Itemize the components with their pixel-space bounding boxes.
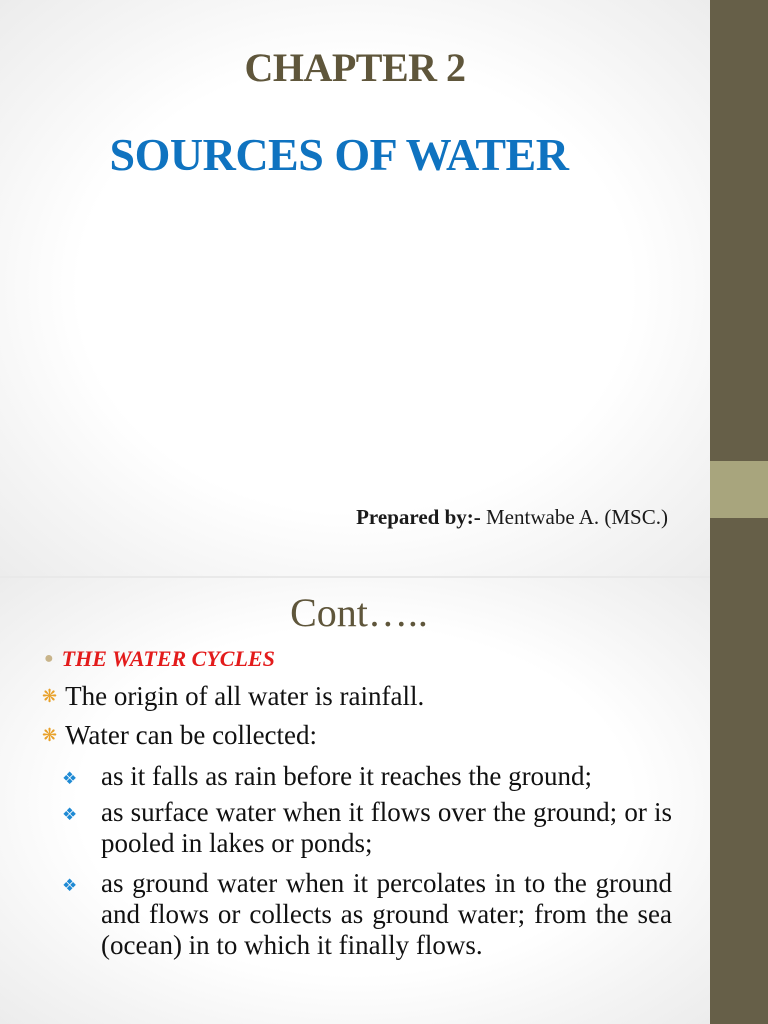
sub-list-item-text: as it falls as rain before it reaches the ground; — [101, 761, 593, 791]
prepared-by-label: Prepared by:- — [356, 505, 481, 529]
list-item-text: Water can be collected: — [65, 720, 318, 750]
slide-heading: Cont….. — [290, 590, 428, 635]
asterisk-flower-icon: ❋ — [42, 725, 58, 745]
content-slide — [0, 578, 710, 1024]
chapter-label: CHAPTER 2 — [244, 45, 466, 90]
diamond-cluster-icon: ❖ — [62, 876, 78, 895]
list-item-text: The origin of all water is rainfall. — [65, 681, 425, 711]
sub-list-item — [62, 868, 672, 961]
bullet-heading-text: THE WATER CYCLES — [61, 646, 275, 671]
list-item — [42, 681, 424, 712]
prepared-by — [356, 505, 668, 530]
list-item — [42, 720, 317, 751]
dot-bullet-icon: ● — [44, 650, 54, 667]
slide-title: SOURCES OF WATER — [109, 129, 569, 180]
sub-list-item — [62, 797, 672, 859]
sub-list-item-text: as surface water when it flows over the ground; or is pooled in lakes or ponds; — [101, 797, 672, 858]
author-name: Mentwabe A. (MSC.) — [486, 505, 668, 529]
diamond-cluster-icon: ❖ — [62, 769, 78, 788]
decorative-side-tab — [710, 461, 768, 518]
diamond-cluster-icon: ❖ — [62, 805, 78, 824]
asterisk-flower-icon: ❋ — [42, 686, 58, 706]
sub-list-item — [62, 761, 672, 792]
bullet-heading — [44, 646, 275, 672]
sub-list-item-text: as ground water when it percolates in to the ground and flows or collects as ground water; from the sea (ocean) in to which it finally flows. — [101, 868, 672, 960]
